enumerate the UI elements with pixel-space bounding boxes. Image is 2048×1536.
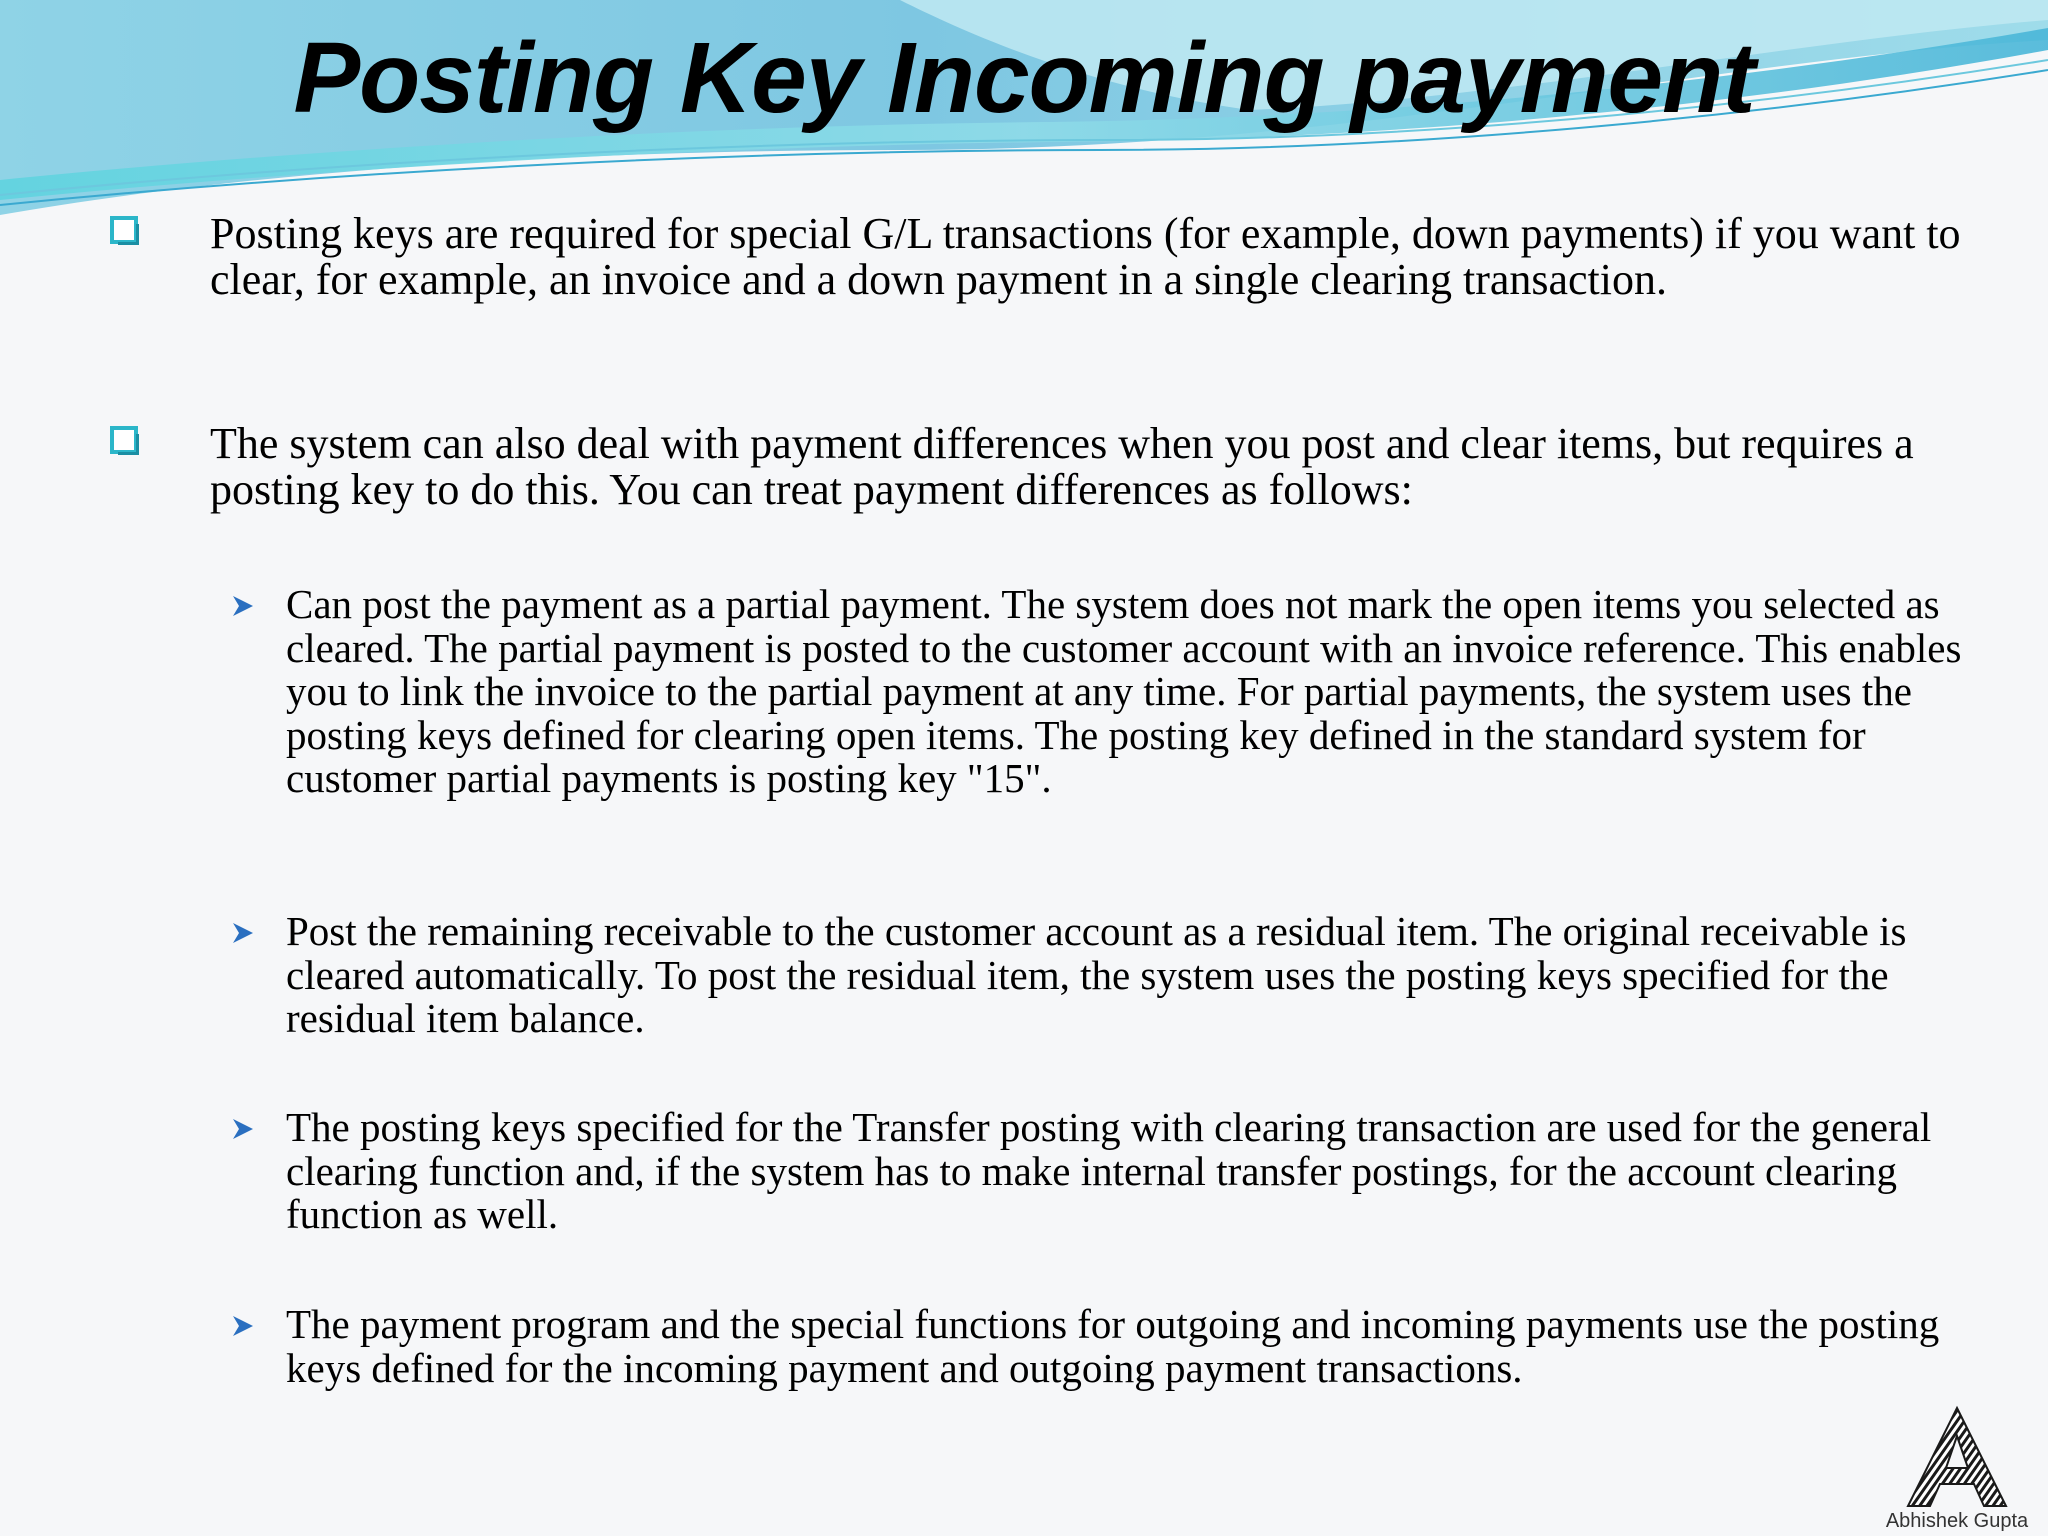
author-name: Abhishek Gupta [1885, 1510, 2029, 1532]
bullet-text-2: The system can also deal with payment differences when you post and clear items, but requires a posting key to do this. You can treat payment differences as follows: [210, 419, 1914, 514]
arrow-bullet-icon [230, 1116, 256, 1142]
square-bullet-icon [110, 426, 140, 456]
sub-bullet-text-4: The payment program and the special functions for outgoing and incoming payments use the posting keys defined for the incoming payment and outgoing payment transactions. [286, 1301, 1940, 1391]
slide-title: Posting Key Incoming payment [293, 22, 1755, 134]
square-bullet-icon [110, 216, 140, 246]
arrow-bullet-icon [230, 920, 256, 946]
bullet-text-1: Posting keys are required for special G/L transactions (for example, down payments) if you want to clear, for example, an invoice and a down payment in a single clearing transaction. [210, 209, 1961, 304]
sub-bullet-text-3: The posting keys specified for the Transfer posting with clearing transaction are used for the general clearing function and, if the system has to make internal transfer postings, for the account clearing function as well. [286, 1104, 1932, 1237]
arrow-bullet-icon [230, 1313, 256, 1339]
sub-bullet-text-2: Post the remaining receivable to the customer account as a residual item. The original receivable is cleared automatically. To post the residual item, the system uses the posting keys specified for the residual item balance. [286, 908, 1907, 1041]
sub-bullet-text-1: Can post the payment as a partial payment. The system does not mark the open items you selected as cleared. The partial payment is posted to the customer account with an invoice reference. This enables you to link the invoice to the partial payment at any time. For partial payments, the system uses the posting keys defined for clearing open items. The posting key defined in the standard system for customer partial payments is posting key "15". [286, 581, 1962, 801]
arrow-bullet-icon [230, 593, 256, 619]
